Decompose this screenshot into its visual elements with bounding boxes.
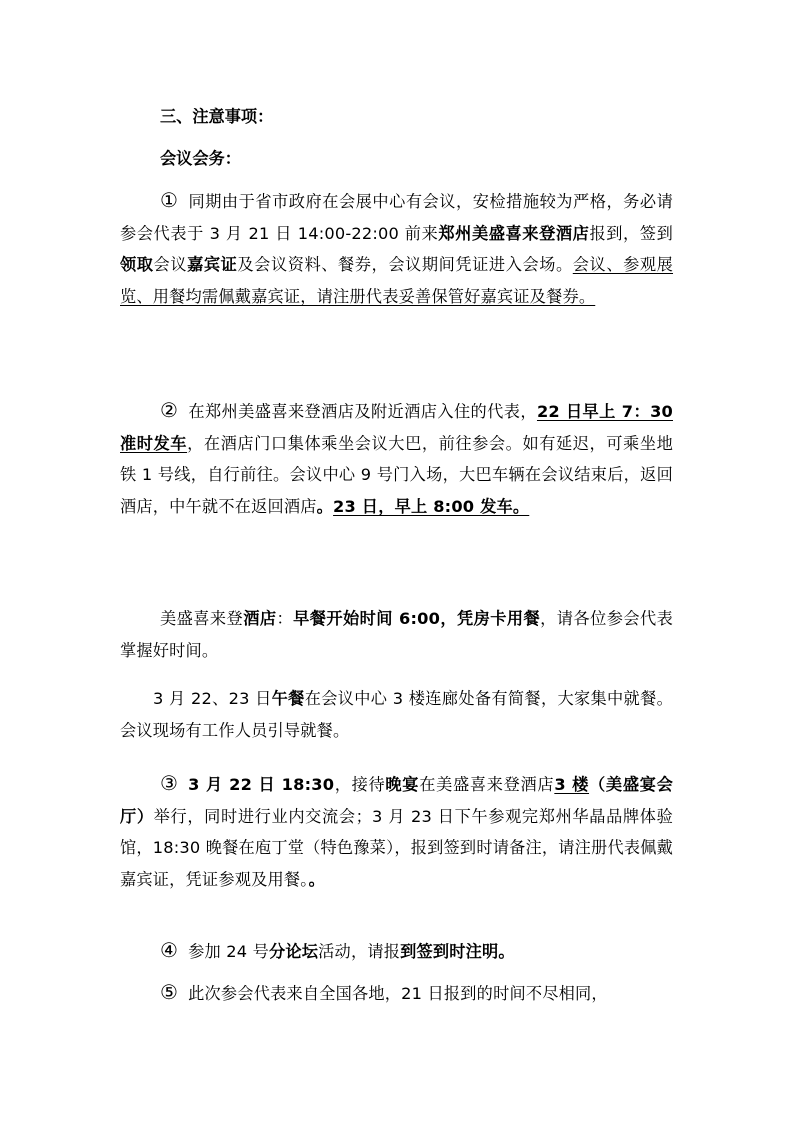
- sub-forum-bold: 分论坛: [269, 942, 319, 961]
- item-two-paragraph: [120, 395, 673, 522]
- banquet-hall-bold: （美盛宴会厅）: [120, 775, 673, 826]
- hotel-text-2: ：: [276, 609, 294, 628]
- hotel-bold: 酒店: [243, 609, 277, 628]
- lunch-bold: 午餐: [271, 689, 305, 708]
- item-one-paragraph: [120, 185, 673, 312]
- subheading: 会议会务：: [160, 149, 241, 168]
- dinner-bold: 晚宴: [385, 775, 420, 794]
- item-five-marker: ⑤: [160, 980, 179, 1004]
- item-four-text-1: 参加 24 号: [188, 942, 269, 961]
- departure-time-23: 23 日，早上 8:00 发车。: [333, 496, 530, 516]
- item-two-marker: ②: [160, 398, 179, 422]
- item-five-paragraph: [120, 977, 673, 1010]
- item-three-text-3: 举行，同时进行业内交流会；3 月 23 日下午参观完郑州华晶品牌体验馆，18:30 晚餐在庖丁堂（特色豫菜），报到签到时请备注，请注册代表佩戴嘉宾证，凭证参观及用餐。: [120, 806, 673, 889]
- item-three-text-1: ，接待: [334, 775, 386, 794]
- hotel-text-3: ，请各位参会代表掌握好时间。: [120, 609, 673, 660]
- item-three-marker: ③: [160, 771, 179, 795]
- hotel-breakfast-paragraph: [120, 603, 673, 666]
- lunch-text-1: 3 月 22、23 日: [153, 689, 272, 708]
- item-one-text-4: 及会议资料、餐券，会议期间凭证进入会场。: [237, 255, 573, 274]
- collect-bold: 领取: [120, 255, 154, 274]
- hotel-text-1: 美盛喜来登: [160, 609, 244, 628]
- item-three-paragraph: [120, 768, 673, 895]
- departure-time-22: 22 日早上 7：30 准时发车: [120, 402, 673, 453]
- item-three-period: 。: [308, 869, 325, 889]
- banquet-time-bold: 3 月 22 日 18:30: [188, 775, 335, 794]
- item-two-period: 。: [316, 496, 334, 516]
- item-one-underlined-note: 会议、参观展览、用餐均需佩戴嘉宾证，请注册代表妥善保管好嘉宾证及餐券。: [120, 255, 674, 306]
- item-four-marker: ④: [160, 938, 179, 962]
- item-one-text-1: 同期由于省市政府在会展中心有会议，安检措施较为严格，务必请参会代表于 3 月 21 日 14:00-22:00 前来: [120, 192, 673, 243]
- item-four-paragraph: [120, 935, 673, 968]
- item-five-text-1: 此次参会代表来自全国各地，21 日报到的时间不尽相同，: [188, 984, 608, 1003]
- lunch-text-2: 在会议中心 3 楼连廊处备有简餐，大家集中就餐。会议现场有工作人员引导就餐。: [120, 689, 673, 740]
- breakfast-time-bold: 早餐开始时间 6:00，凭房卡用餐: [293, 609, 541, 628]
- item-three-text-2: 在美盛喜来登酒店: [419, 775, 555, 794]
- item-one-text-3: 会议: [153, 255, 188, 274]
- hotel-name-bold: 郑州美盛喜来登酒店: [438, 223, 590, 243]
- note-at-checkin-bold: 到签到时注明。: [400, 942, 515, 961]
- section-heading: 三、注意事项：: [160, 107, 274, 126]
- item-two-text-2: ，在酒店门口集体乘坐会议大巴，前往参会。如有延迟，可乘坐地铁 1 号线，自行前往。会议中心 9 号门入场，大巴车辆在会议结束后，返回酒店，中午就不在返回酒店: [120, 433, 673, 516]
- lunch-paragraph: [120, 683, 673, 746]
- item-four-text-2: 活动，请报: [318, 942, 401, 961]
- floor-3-bold: 3 楼: [554, 775, 590, 794]
- item-one-text-2: 报到，签到: [589, 223, 673, 243]
- item-one-marker: ①: [160, 188, 179, 212]
- item-two-text-1: 在郑州美盛喜来登酒店及附近酒店入住的代表，: [188, 402, 537, 421]
- guest-pass-bold: 嘉宾证: [187, 255, 238, 274]
